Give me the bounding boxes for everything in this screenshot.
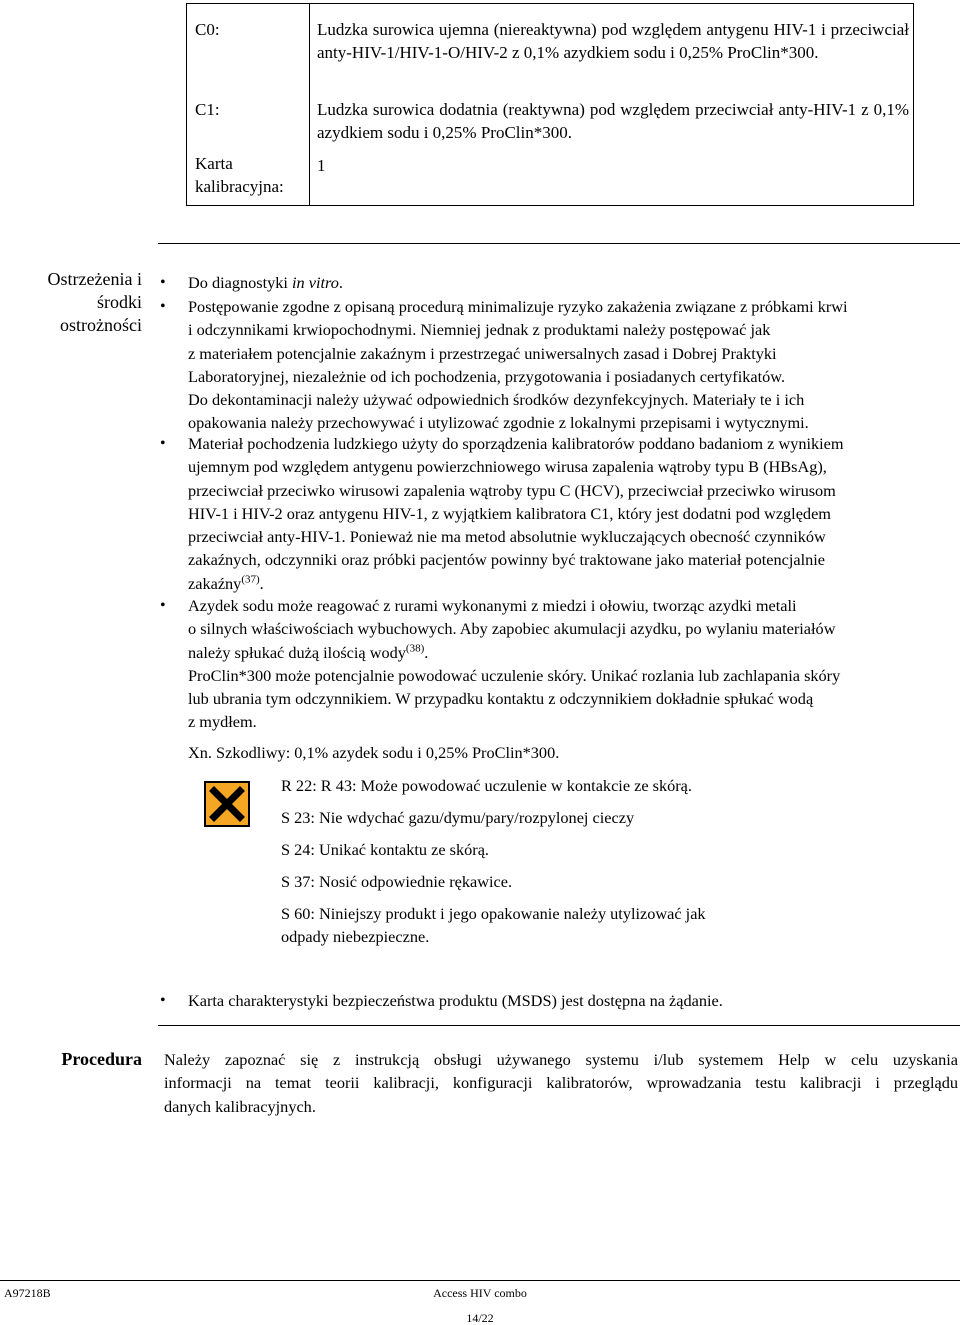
calibration-card-label-line1: Karta [195,154,233,173]
bullet-msds: Karta charakterystyki bezpieczeństwa produktu (MSDS) jest dostępna na żądanie. [188,991,723,1010]
text-line: i odczynnikami krwiopochodnymi. Niemniej jednak z produktami należy postępować jak [188,320,771,340]
text-line: HIV-1 i HIV-2 oraz antygenu HIV-1, z wyjątkiem kalibratora C1, który jest dodatni pod względem [188,503,831,523]
text-line: Do dekontaminacji należy używać odpowiednich środków dezynfekcyjnych. Materiały te i ich [188,390,805,410]
c1-label: C1: [195,100,220,119]
in-vitro-text: Do diagnostyki [188,273,293,292]
document-title: Access HIV combo [433,1286,527,1300]
c1-description: Ludzka surowica dodatnia (reaktywna) pod względem przeciwciał anty-HIV-1 z 0,1% azydkiem sodu i 0,25% ProClin*300. [317,100,909,142]
precautions-heading-line2: środki [97,292,142,312]
safety-phrase-s23: S 23: Nie wdychać gazu/dymu/pary/rozpylonej cieczy [281,808,635,827]
text-line: o silnych właściwościach wybuchowych. Aby zapobiec akumulacji azydku, po wylaniu materiałów [188,619,836,639]
text-line: przeciwciał przeciwko wirusowi zapalenia wątroby typu C (HCV), przeciwciał przeciwko wirusom [188,480,836,500]
precautions-heading-line1: Ostrzeżenia i [47,269,142,289]
bullet-marker: • [160,597,166,614]
text-line [188,641,958,664]
footer-divider [0,1280,960,1281]
harmful-hazard-icon [204,781,250,827]
procedure-text [164,1048,958,1118]
c0-description: Ludzka surowica ujemna (niereaktywna) pod względem antygenu HIV-1 i przeciwciał anty-HIV-1/HIV-1-O/HIV-2 z 0,1% azydkiem sodu i 0,25% ProClin*300. [317,20,909,62]
precautions-heading-line3: ostrożności [60,315,142,335]
table-divider [309,4,310,205]
text-line: Postępowanie zgodne z opisaną procedurą minimalizuje ryzyko zakażenia związane z próbkami krwi [188,297,848,316]
section-divider [158,243,960,244]
text-line: Należy zapoznać się z instrukcją obsługi używanego systemu i/lub systemem Help w celu uzyskania [164,1050,958,1069]
text-fragment: . [259,573,264,593]
bullet-marker: • [160,274,166,291]
bullet-handling [188,295,958,435]
text-line: opakowania należy przechowywać i utylizować zgodnie z lokalnymi przepisami i wytycznymi. [188,413,809,433]
text-line: Laboratoryjnej, niezależnie od ich pochodzenia, przygotowania i posiadanych certyfikatów. [188,366,786,386]
text-line: ProClin*300 może potencjalnie powodować uczulenie skóry. Unikać rozlania lub zachlapania skóry [188,665,841,685]
bullet-human-material [188,432,958,595]
bullet-marker: • [160,298,166,315]
text-line: zakaźnych, odczynniki oraz próbki pacjentów powinny być traktowane jako materiał potencjalnie [188,550,825,570]
text-line: z materiałem potencjalnie zakaźnym i przestrzegać uniwersalnych zasad i Dobrej Praktyki [188,343,777,363]
safety-phrase-s24: S 24: Unikać kontaktu ze skórą. [281,840,489,859]
text-line: S 60: Niniejszy produkt i jego opakowanie należy utylizować jak [281,904,706,923]
text-line: Azydek sodu może reagować z rurami wykonanymi z miedzi i ołowiu, tworząc azydki metali [188,596,797,615]
text-fragment: . [424,642,429,662]
page-number: 14/22 [466,1311,494,1325]
section-divider [158,1025,960,1026]
in-vitro-italic: in vitro [292,273,339,292]
bullet-marker: • [160,435,166,452]
calibration-card-label-line2: kalibracyjna: [195,177,284,196]
text-line: lub ubrania tym odczynnikiem. W przypadku kontaktu z odczynnikiem dokładnie spłukać wodą [188,689,814,709]
text-line: z mydłem. [188,712,257,732]
text-line: ujemnym pod względem antygenu powierzchniowego wirusa zapalenia wątroby typu B (HBsAg), [188,457,827,477]
precautions-heading [0,268,142,337]
text-line [188,572,958,595]
text-line: informacji na temat teorii kalibracji, konfiguracji kalibratorów, wprowadzania testu kalibracji i przeglądu [164,1073,958,1093]
c0-label: C0: [195,20,220,39]
bullet-marker: • [160,992,166,1009]
text-line: przeciwciał anty-HIV-1. Ponieważ nie ma metod absolutnie wykluczających obecność czynników [188,527,826,547]
text-fragment: zakaźny [188,573,242,593]
text-line: odpady niebezpieczne. [281,927,430,946]
procedure-heading: Procedura [61,1049,142,1069]
in-vitro-period: . [338,273,343,292]
text-line: danych kalibracyjnych. [164,1096,316,1116]
bullet-sodium-azide [188,594,958,734]
risk-phrase-r22-r43: R 22: R 43: Może powodować uczulenie w kontakcie ze skórą. [281,776,692,795]
document-number: A97218B [4,1286,51,1300]
hazard-statement: Xn. Szkodliwy: 0,1% azydek sodu i 0,25% ProClin*300. [188,743,560,762]
reagent-table [186,3,914,206]
calibration-card-value: 1 [317,156,326,175]
safety-phrase-s60 [281,902,706,948]
calibration-card-label [195,152,284,198]
reference-38: (38) [405,642,425,655]
safety-phrase-s37: S 37: Nosić odpowiednie rękawice. [281,872,513,891]
text-fragment: należy spłukać dużą ilością wody [188,642,406,662]
bullet-in-vitro [188,271,958,294]
reference-37: (37) [241,573,260,586]
text-line: Materiał pochodzenia ludzkiego użyty do sporządzenia kalibratorów poddano badaniom z wynikiem [188,434,844,453]
